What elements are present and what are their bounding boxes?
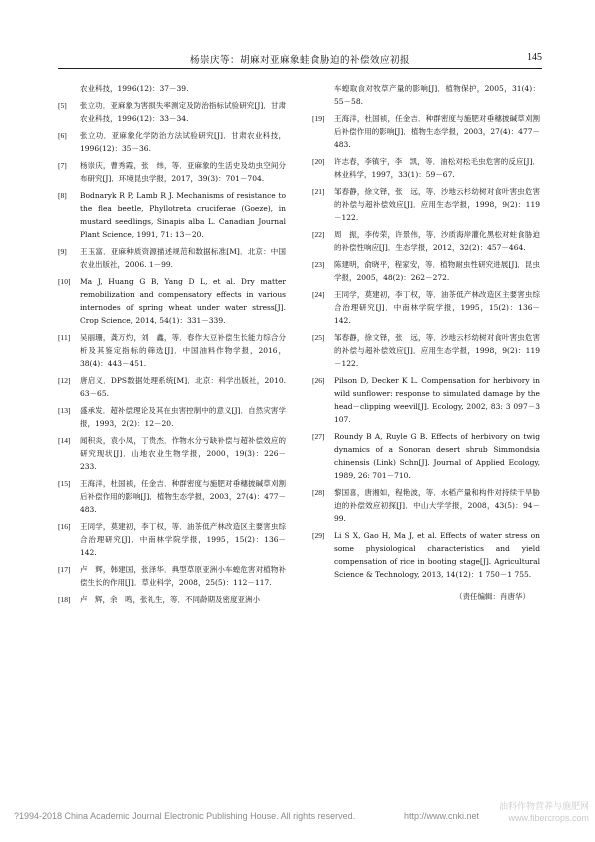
reference-text: 黎国喜，唐湘如，程艳波，等．水稻产量和构件对持续干旱胁迫的补偿效应初探[J]．中山大学学报，2008，43(5)：94－99. (334, 488, 540, 523)
reference-item (58, 520, 286, 559)
reference-item (58, 593, 286, 606)
reference-text: 吴丽珊，龚万灼，刘 鑫，等．春作大豆补偿生长能力综合分析及其鉴定指标的筛选[J]．中国油料作物学报，2016，38(4)：443－451. (80, 333, 286, 368)
reference-item (58, 275, 286, 327)
reference-text: 卢 辉，韩建国，张泽华．典型草原亚洲小车蝗危害对植物补偿生长的作用[J]．草业科学，2008，25(5)：112－117. (80, 565, 286, 587)
running-title: 杨崇庆等：胡麻对亚麻象蛙食胁迫的补偿效应初报 (189, 55, 410, 66)
reference-number: [22] (312, 230, 325, 239)
reference-item (58, 129, 286, 155)
reference-text: Li S X, Gao H, Ma J, et al. Effects of water stress on some physiological characteristics and yield compensation of rice in booting stage[J]. Agricultural Science & Technology, 2013, 14(12)：1 750－1 755. (334, 531, 540, 579)
reference-text: 王同学，莫建初，李丁权，等．油茶低产林改造区主要害虫综合治理研究[J]．中南林学院学报，1995，15(2)：136－142. (80, 522, 286, 557)
reference-text: 邹春静，徐文铎，张 远，等．沙地云杉幼树对食叶害虫危害的补偿与超补偿效应[J]．应用生态学报，1998，9(2)：119－122. (334, 333, 540, 368)
reference-number: [13] (58, 406, 71, 415)
reference-number: [15] (58, 479, 71, 488)
reference-number: [17] (58, 565, 71, 574)
reference-item (312, 374, 540, 426)
reference-item (312, 331, 540, 370)
reference-text: 张立功．亚麻象化学防治方法试验研究[J]．甘肃农业科技，1996(12)：35－36. (80, 131, 286, 153)
reference-number: [19] (312, 114, 325, 123)
reference-text: 陈建明，俞晓平，程家安，等．植物耐虫性研究进展[J]．昆虫学报，2005，48(2)：262－272. (334, 260, 540, 282)
reference-list-left (58, 82, 286, 610)
reference-text: Pilson D, Decker K L. Compensation for herbivory in wild sunflower: response to simulated damage by the head－clipping weevil[J]. Ecology, 2002, 83: 3 097－3 107. (334, 376, 540, 424)
reference-item (312, 430, 540, 482)
reference-text: 王海洋，杜国祯，任金吉．种群密度与施肥对垂穗披碱草刈割后补偿作用的影响[J]．植物生态学报，2003，27(4)：477－483. (80, 479, 286, 514)
reference-text: 王玉富．亚麻种质资源描述规范和数据标准[M]．北京：中国农业出版社，2006. 1－99. (80, 247, 286, 269)
reference-text: Ma J, Huang G B, Yang D L, et al. Dry matter remobilization and compensatory effects in various internodes of spring wheat under water stress[J]. Crop Science, 2014, 54(1)：331－339. (80, 277, 286, 325)
reference-item (58, 404, 286, 430)
reference-number: [24] (312, 290, 325, 299)
reference-text: 杨崇庆，曹秀霞，张 炜，等．亚麻象的生活史及幼虫空间分布研究[J]．环境昆虫学报，2017，39(3)：701－704. (80, 161, 286, 183)
reference-number: [16] (58, 522, 71, 531)
watermark-line: 油料作物营养与施肥网 (498, 801, 589, 811)
reference-item (58, 159, 286, 185)
reference-text: 卢 辉，余 鸣，张礼生，等．不同龄期及密度亚洲小 (80, 595, 260, 604)
watermark-line: www.fibercrops.com (508, 813, 589, 823)
reference-item (312, 82, 540, 108)
reference-number: [5] (58, 101, 67, 110)
reference-number: [25] (312, 333, 325, 342)
reference-text: 唐启义．DPS数据处理系统[M]．北京：科学出版社，2010. 63－65. (80, 376, 286, 398)
reference-text: 盛承发．超补偿理论及其在虫害控制中的意义[J]．自然灾害学报，1993，2(2)：12－20. (80, 406, 286, 428)
reference-item (58, 189, 286, 241)
reference-item (58, 374, 286, 400)
reference-text: 张立功．亚麻象为害损失率测定及防治指标试验研究[J]．甘肃农业科技，1996(12)：33－34. (80, 101, 286, 123)
editor-note: （责任编辑：肖唐华） (455, 592, 530, 601)
reference-item (58, 245, 286, 271)
reference-text: 农业科技，1996(12)：37－39. (80, 84, 189, 93)
reference-number: [20] (312, 157, 325, 166)
reference-text: 王同学，莫建初，李丁权，等．油茶低产林改造区主要害虫综合治理研究[J]．中南林学院学报，1995，15(2)：136－142. (334, 290, 540, 325)
reference-item (58, 99, 286, 125)
reference-item (312, 486, 540, 525)
reference-item (312, 258, 540, 284)
reference-item (312, 185, 540, 224)
reference-number: [10] (58, 277, 71, 286)
reference-item (312, 112, 540, 151)
reference-number: [28] (312, 488, 325, 497)
reference-text: Roundy B A, Ruyle G B. Effects of herbivory on twig dynamics of a Sonoran desert shrub Simmondsia chinensis (Link) Schn[J]. Journal of Applied Ecology, 1989, 26: 701－710. (334, 432, 540, 480)
reference-text: 闻积炎，袁小凤，丁贵杰．作物水分亏缺补偿与超补偿效应的研究现状[J]．山地农业生物学报，2000，19(3)：226－233. (80, 436, 286, 471)
reference-number: [26] (312, 376, 325, 385)
reference-item (58, 434, 286, 473)
reference-number: [9] (58, 247, 67, 256)
reference-text: Bodnaryk R P, Lamb R J. Mechanisms of resistance to the flea beetle, Phyllotreta cruciferae (Goeze), in mustard seedlings, Sinapis alba L. Canadian Journal Plant Science, 1991, 71: 13－20. (80, 191, 286, 239)
reference-item (312, 288, 540, 327)
reference-number: [18] (58, 595, 71, 604)
reference-text: 王海洋，杜国祯，任金吉．种群密度与施肥对垂穗披碱草刈割后补偿作用的影响[J]．植物生态学报，2003，27(4)：477－483. (334, 114, 540, 149)
running-header (58, 52, 542, 69)
footer-link[interactable]: http://www.cnki.net (404, 811, 480, 821)
reference-number: [27] (312, 432, 325, 441)
reference-text: 车蝗取食对牧草产量的影响[J]．植物保护，2005，31(4)：55－58. (334, 84, 540, 106)
reference-number: [14] (58, 436, 71, 445)
reference-number: [29] (312, 531, 325, 540)
reference-item (312, 155, 540, 181)
reference-item (58, 331, 286, 370)
reference-text: 许志春，李镇宇，李 凯，等．油松对松毛虫危害的反应[J]．林业科学，1997，33(1)：59－67. (334, 157, 540, 179)
reference-text: 周 振，李传荣，许景伟，等．沙质海岸灌化黑松对蛀食胁迫的补偿性响应[J]．生态学报，2012，32(2)：457－464. (334, 230, 540, 252)
watermark (499, 800, 589, 824)
reference-list-right (312, 82, 540, 602)
reference-number: [8] (58, 191, 67, 200)
reference-text: 邹春静，徐文铎，张 远，等．沙地云杉幼树对食叶害虫危害的补偿与超补偿效应[J]．应用生态学报，1998，9(2)：119－122. (334, 187, 540, 222)
reference-item (58, 477, 286, 516)
reference-number: [6] (58, 131, 67, 140)
reference-number: [21] (312, 187, 325, 196)
reference-number: [7] (58, 161, 67, 170)
reference-item (58, 82, 286, 95)
reference-number: [12] (58, 376, 71, 385)
copyright-notice: ?1994-2018 China Academic Journal Electronic Publishing House. All rights reserved. (14, 811, 356, 821)
reference-number: [11] (58, 333, 71, 342)
reference-item (312, 529, 540, 581)
reference-item (58, 563, 286, 589)
page-number: 145 (527, 52, 542, 63)
reference-number: [23] (312, 260, 325, 269)
reference-item (312, 228, 540, 254)
